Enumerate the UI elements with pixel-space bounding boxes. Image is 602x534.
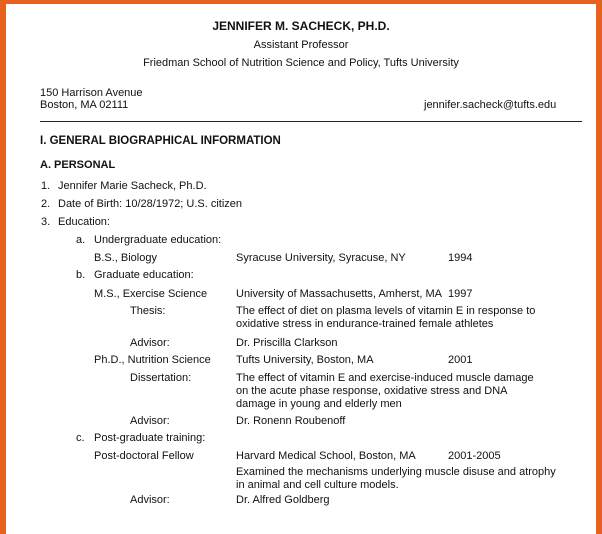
item-number: 3. [41,216,51,228]
postdoc-school: Harvard Medical School, Boston, MA [236,450,416,462]
phd-year: 2001 [448,354,473,366]
phd-advisor-label: Advisor: [130,415,170,427]
address-line-1: 150 Harrison Avenue [40,87,143,99]
postgrad-label: Post-graduate training: [94,432,206,444]
phd-degree: Ph.D., Nutrition Science [94,354,211,366]
list-letter: c. [76,432,85,444]
postdoc-position: Post-doctoral Fellow [94,450,194,462]
ms-school: University of Massachusetts, Amherst, MA [236,288,443,300]
education-label: Education: [58,216,110,228]
date-of-birth: Date of Birth: 10/28/1972; U.S. citizen [58,198,243,210]
undergrad-year: 1994 [448,252,473,264]
section-subheading: A. PERSONAL [40,159,116,171]
phd-school: Tufts University, Boston, MA [236,354,374,366]
email-address: jennifer.sacheck@tufts.edu [424,99,557,111]
cv-document [6,4,596,534]
cv-affiliation: Friedman School of Nutrition Science and Policy, Tufts University [143,57,459,69]
undergrad-degree: B.S., Biology [94,252,157,264]
postdoc-advisor-label: Advisor: [130,494,170,506]
ms-advisor-label: Advisor: [130,337,170,349]
postdoc-advisor: Dr. Alfred Goldberg [236,494,330,506]
cv-job-title: Assistant Professor [253,39,349,51]
header-divider [40,121,582,122]
grad-label: Graduate education: [94,269,194,281]
postdoc-description: Examined the mechanisms underlying muscle disuse and atrophy in animal and cell culture models. [236,466,556,491]
ms-year: 1997 [448,288,473,300]
ms-degree: M.S., Exercise Science [94,288,208,300]
phd-advisor: Dr. Ronenn Roubenoff [236,415,346,427]
address-line-2: Boston, MA 02111 [40,99,129,111]
item-number: 2. [41,198,51,210]
list-letter: b. [76,269,86,281]
thesis-title: The effect of diet on plasma levels of vitamin E in response to oxidative stress in endurance-trained female athletes [236,305,536,330]
section-heading: I. GENERAL BIOGRAPHICAL INFORMATION [40,135,281,147]
thesis-label: Thesis: [130,305,166,317]
undergrad-school: Syracuse University, Syracuse, NY [236,252,406,264]
cv-name: JENNIFER M. SACHECK, PH.D. [212,19,390,33]
full-name: Jennifer Marie Sacheck, Ph.D. [58,180,207,192]
list-letter: a. [76,234,86,246]
postdoc-years: 2001-2005 [448,450,501,462]
dissertation-label: Dissertation: [130,372,192,384]
ms-advisor: Dr. Priscilla Clarkson [236,337,338,349]
dissertation-title: The effect of vitamin E and exercise-induced muscle damage on the acute phase response, oxidative stress and DNA damage in young and elderly men [236,372,534,410]
item-number: 1. [41,180,51,192]
undergrad-label: Undergraduate education: [94,234,222,246]
